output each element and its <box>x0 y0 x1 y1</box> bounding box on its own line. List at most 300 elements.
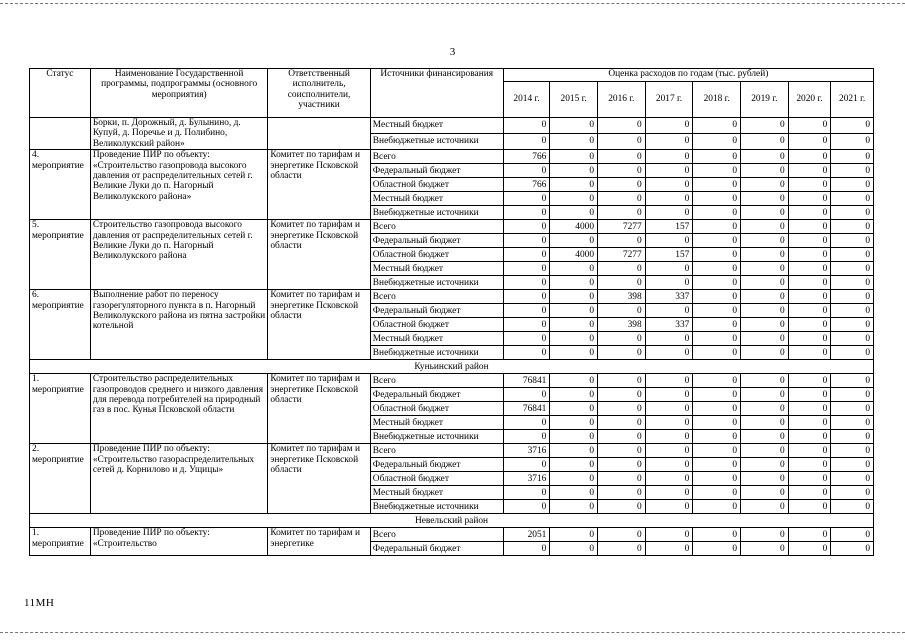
value-cell: 0 <box>645 542 693 556</box>
value-cell: 0 <box>741 416 789 430</box>
value-cell: 0 <box>645 134 693 150</box>
value-cell: 0 <box>741 134 789 150</box>
value-cell: 0 <box>598 402 646 416</box>
value-cell: 0 <box>645 472 693 486</box>
value-cell: 0 <box>741 206 789 220</box>
value-cell: 0 <box>788 332 831 346</box>
value-cell: 0 <box>741 430 789 444</box>
value-cell: 0 <box>693 416 741 430</box>
value-cell: 0 <box>550 416 598 430</box>
page-number: 3 <box>449 46 456 58</box>
table-row <box>30 118 874 134</box>
value-cell: 0 <box>788 164 831 178</box>
value-cell: 0 <box>645 430 693 444</box>
value-cell: 0 <box>550 444 598 458</box>
value-cell: 0 <box>788 444 831 458</box>
value-cell: 0 <box>693 472 741 486</box>
value-cell: 0 <box>693 134 741 150</box>
status-cell: 1. мероприятие <box>30 374 91 444</box>
source-cell: Местный бюджет <box>370 332 503 346</box>
value-cell: 0 <box>550 164 598 178</box>
value-cell: 0 <box>831 276 874 290</box>
value-cell: 766 <box>503 150 550 164</box>
value-cell: 0 <box>693 486 741 500</box>
value-cell: 0 <box>788 542 831 556</box>
value-cell: 0 <box>550 134 598 150</box>
value-cell: 0 <box>598 164 646 178</box>
table-row <box>30 444 874 458</box>
value-cell: 0 <box>741 542 789 556</box>
header-year: 2017 г. <box>645 82 693 118</box>
value-cell: 0 <box>831 118 874 134</box>
table-row <box>30 220 874 234</box>
value-cell: 0 <box>693 374 741 388</box>
value-cell: 0 <box>741 346 789 360</box>
responsible-cell: Комитет по тарифам и энергетике Псковской области <box>268 220 370 290</box>
source-cell: Внебюджетные источники <box>370 134 503 150</box>
source-cell: Областной бюджет <box>370 472 503 486</box>
value-cell: 0 <box>741 374 789 388</box>
value-cell: 0 <box>788 500 831 514</box>
section-title: Невельский район <box>30 514 874 528</box>
value-cell: 0 <box>831 262 874 276</box>
value-cell: 0 <box>831 290 874 304</box>
responsible-cell: Комитет по тарифам и энергетике Псковской области <box>268 150 370 220</box>
value-cell: 0 <box>503 500 550 514</box>
value-cell: 0 <box>550 304 598 318</box>
source-cell: Областной бюджет <box>370 318 503 332</box>
value-cell: 0 <box>645 528 693 542</box>
value-cell: 0 <box>503 304 550 318</box>
header-sources: Источники финансирования <box>370 69 503 118</box>
responsible-cell: Комитет по тарифам и энергетике Псковской области <box>268 374 370 444</box>
value-cell: 0 <box>741 444 789 458</box>
responsible-cell: Комитет по тарифам и энергетике Псковской области <box>268 444 370 514</box>
value-cell: 0 <box>550 486 598 500</box>
value-cell: 4000 <box>550 248 598 262</box>
value-cell: 0 <box>550 374 598 388</box>
value-cell: 0 <box>831 542 874 556</box>
source-cell: Местный бюджет <box>370 192 503 206</box>
header-year: 2020 г. <box>788 82 831 118</box>
value-cell: 0 <box>503 220 550 234</box>
value-cell: 0 <box>741 220 789 234</box>
value-cell: 0 <box>831 346 874 360</box>
value-cell: 0 <box>693 430 741 444</box>
section-row <box>30 514 874 528</box>
value-cell: 0 <box>645 276 693 290</box>
section-title: Куньинский район <box>30 360 874 374</box>
value-cell: 3716 <box>503 472 550 486</box>
value-cell: 0 <box>693 248 741 262</box>
value-cell: 0 <box>598 444 646 458</box>
value-cell: 0 <box>598 346 646 360</box>
status-cell: 4. мероприятие <box>30 150 91 220</box>
value-cell: 0 <box>693 262 741 276</box>
section-row <box>30 360 874 374</box>
value-cell: 0 <box>503 542 550 556</box>
source-cell: Внебюджетные источники <box>370 500 503 514</box>
value-cell: 0 <box>598 472 646 486</box>
value-cell: 337 <box>645 290 693 304</box>
value-cell: 0 <box>741 276 789 290</box>
header-year: 2015 г. <box>550 82 598 118</box>
value-cell: 0 <box>831 234 874 248</box>
value-cell: 0 <box>645 402 693 416</box>
name-cell: Выполнение работ по переносу газорегуляторного пункта в п. Нагорный Великолукского района из пятна застройки котельной <box>90 290 268 360</box>
value-cell: 0 <box>598 262 646 276</box>
value-cell: 0 <box>741 234 789 248</box>
value-cell: 0 <box>598 430 646 444</box>
value-cell: 0 <box>831 500 874 514</box>
value-cell: 0 <box>693 458 741 472</box>
value-cell: 0 <box>550 262 598 276</box>
value-cell: 0 <box>741 472 789 486</box>
status-cell: 6. мероприятие <box>30 290 91 360</box>
value-cell: 0 <box>741 318 789 332</box>
value-cell: 0 <box>693 206 741 220</box>
value-cell: 0 <box>741 332 789 346</box>
name-cell: Проведение ПИР по объекту: «Строительство газораспределительных сетей д. Корнилово и д. Ущицы» <box>90 444 268 514</box>
value-cell: 0 <box>645 416 693 430</box>
value-cell: 0 <box>788 528 831 542</box>
value-cell: 0 <box>693 150 741 164</box>
value-cell: 0 <box>598 276 646 290</box>
value-cell: 0 <box>598 234 646 248</box>
value-cell: 0 <box>598 150 646 164</box>
responsible-cell: Комитет по тарифам и энергетике <box>268 528 370 556</box>
value-cell: 0 <box>788 472 831 486</box>
value-cell: 0 <box>550 118 598 134</box>
source-cell: Местный бюджет <box>370 416 503 430</box>
value-cell: 0 <box>788 318 831 332</box>
header-estimate: Оценка расходов по годам (тыс. рублей) <box>503 69 873 82</box>
value-cell: 0 <box>503 416 550 430</box>
source-cell: Всего <box>370 150 503 164</box>
value-cell: 0 <box>550 332 598 346</box>
status-cell <box>30 118 91 150</box>
table-row <box>30 374 874 388</box>
value-cell: 0 <box>831 332 874 346</box>
value-cell: 0 <box>831 134 874 150</box>
value-cell: 0 <box>598 374 646 388</box>
value-cell: 0 <box>693 528 741 542</box>
value-cell: 0 <box>550 528 598 542</box>
value-cell: 0 <box>831 472 874 486</box>
value-cell: 0 <box>550 150 598 164</box>
value-cell: 0 <box>693 318 741 332</box>
value-cell: 0 <box>598 332 646 346</box>
source-cell: Всего <box>370 220 503 234</box>
value-cell: 0 <box>831 304 874 318</box>
source-cell: Федеральный бюджет <box>370 388 503 402</box>
value-cell: 0 <box>741 118 789 134</box>
value-cell: 0 <box>693 220 741 234</box>
responsible-cell <box>268 118 370 150</box>
value-cell: 0 <box>598 388 646 402</box>
value-cell: 0 <box>741 150 789 164</box>
value-cell: 0 <box>693 192 741 206</box>
name-cell: Строительство газопровода высокого давления от распределительных сетей г. Великие Луки до п. Нагорный Великолукского района <box>90 220 268 290</box>
value-cell: 0 <box>741 164 789 178</box>
value-cell: 0 <box>741 388 789 402</box>
header-responsible: Ответственный исполнитель, соисполнители, участники <box>268 69 370 118</box>
value-cell: 0 <box>693 276 741 290</box>
source-cell: Внебюджетные источники <box>370 346 503 360</box>
value-cell: 2051 <box>503 528 550 542</box>
value-cell: 0 <box>503 346 550 360</box>
value-cell: 766 <box>503 178 550 192</box>
value-cell: 0 <box>645 178 693 192</box>
value-cell: 0 <box>550 192 598 206</box>
value-cell: 0 <box>788 248 831 262</box>
value-cell: 0 <box>788 178 831 192</box>
value-cell: 0 <box>598 178 646 192</box>
source-cell: Внебюджетные источники <box>370 276 503 290</box>
value-cell: 0 <box>831 444 874 458</box>
value-cell: 0 <box>503 134 550 150</box>
value-cell: 0 <box>831 528 874 542</box>
value-cell: 0 <box>788 234 831 248</box>
value-cell: 0 <box>503 332 550 346</box>
value-cell: 0 <box>788 150 831 164</box>
value-cell: 0 <box>788 134 831 150</box>
value-cell: 0 <box>645 234 693 248</box>
source-cell: Всего <box>370 528 503 542</box>
value-cell: 0 <box>788 290 831 304</box>
value-cell: 0 <box>503 318 550 332</box>
name-cell: Строительство распределительных газопроводов среднего и низкого давления для перевода потребителей на природный газ в пос. Кунья Псковской области <box>90 374 268 444</box>
value-cell: 0 <box>598 486 646 500</box>
value-cell: 0 <box>693 444 741 458</box>
value-cell: 0 <box>741 192 789 206</box>
header-status: Статус <box>30 69 91 118</box>
status-cell: 2. мероприятие <box>30 444 91 514</box>
source-cell: Местный бюджет <box>370 262 503 276</box>
value-cell: 0 <box>503 458 550 472</box>
value-cell: 0 <box>831 248 874 262</box>
source-cell: Федеральный бюджет <box>370 234 503 248</box>
value-cell: 0 <box>693 388 741 402</box>
value-cell: 0 <box>693 402 741 416</box>
value-cell: 0 <box>645 458 693 472</box>
value-cell: 0 <box>503 262 550 276</box>
value-cell: 0 <box>645 388 693 402</box>
source-cell: Областной бюджет <box>370 178 503 192</box>
value-cell: 0 <box>503 276 550 290</box>
name-cell: Проведение ПИР по объекту: «Строительство газопровода высокого давления от распределительных сетей г. Великие Луки до п. Нагорный Великолукского района» <box>90 150 268 220</box>
value-cell: 0 <box>503 486 550 500</box>
value-cell: 0 <box>831 178 874 192</box>
header-name: Наименование Государственной программы, подпрограммы (основного мероприятия) <box>90 69 268 118</box>
value-cell: 0 <box>598 416 646 430</box>
value-cell: 0 <box>503 118 550 134</box>
expenses-table <box>29 68 874 556</box>
value-cell: 0 <box>503 192 550 206</box>
value-cell: 0 <box>598 134 646 150</box>
source-cell: Местный бюджет <box>370 118 503 134</box>
value-cell: 0 <box>788 402 831 416</box>
header-year: 2021 г. <box>831 82 874 118</box>
value-cell: 0 <box>550 318 598 332</box>
value-cell: 0 <box>831 388 874 402</box>
value-cell: 0 <box>598 304 646 318</box>
value-cell: 0 <box>831 374 874 388</box>
value-cell: 0 <box>831 416 874 430</box>
value-cell: 0 <box>550 402 598 416</box>
value-cell: 0 <box>598 192 646 206</box>
value-cell: 0 <box>645 206 693 220</box>
value-cell: 398 <box>598 318 646 332</box>
name-cell: Борки, п. Дорожный, д. Булынино, д. Купуй, д. Поречье и д. Полибино, Великолукский район» <box>90 118 268 150</box>
value-cell: 0 <box>550 472 598 486</box>
value-cell: 0 <box>788 118 831 134</box>
value-cell: 0 <box>741 458 789 472</box>
value-cell: 0 <box>741 402 789 416</box>
table-row <box>30 150 874 164</box>
value-cell: 0 <box>645 304 693 318</box>
value-cell: 0 <box>550 290 598 304</box>
value-cell: 0 <box>693 290 741 304</box>
value-cell: 0 <box>831 150 874 164</box>
scan-top-edge <box>0 3 905 4</box>
value-cell: 7277 <box>598 220 646 234</box>
source-cell: Областной бюджет <box>370 248 503 262</box>
source-cell: Всего <box>370 444 503 458</box>
value-cell: 0 <box>741 528 789 542</box>
value-cell: 0 <box>831 402 874 416</box>
value-cell: 0 <box>788 458 831 472</box>
value-cell: 0 <box>788 388 831 402</box>
responsible-cell: Комитет по тарифам и энергетике Псковской области <box>268 290 370 360</box>
value-cell: 0 <box>503 234 550 248</box>
header-year: 2018 г. <box>693 82 741 118</box>
value-cell: 0 <box>693 118 741 134</box>
value-cell: 0 <box>645 500 693 514</box>
value-cell: 0 <box>741 248 789 262</box>
scan-bottom-edge <box>0 632 905 633</box>
value-cell: 0 <box>693 500 741 514</box>
value-cell: 0 <box>788 374 831 388</box>
value-cell: 0 <box>831 192 874 206</box>
value-cell: 0 <box>598 118 646 134</box>
value-cell: 0 <box>550 234 598 248</box>
value-cell: 0 <box>645 374 693 388</box>
value-cell: 3716 <box>503 444 550 458</box>
value-cell: 0 <box>550 500 598 514</box>
value-cell: 0 <box>503 430 550 444</box>
value-cell: 0 <box>788 304 831 318</box>
value-cell: 0 <box>831 220 874 234</box>
value-cell: 0 <box>550 178 598 192</box>
value-cell: 337 <box>645 318 693 332</box>
source-cell: Местный бюджет <box>370 486 503 500</box>
source-cell: Всего <box>370 374 503 388</box>
source-cell: Федеральный бюджет <box>370 304 503 318</box>
value-cell: 0 <box>693 332 741 346</box>
value-cell: 0 <box>645 192 693 206</box>
value-cell: 157 <box>645 248 693 262</box>
value-cell: 0 <box>503 388 550 402</box>
value-cell: 0 <box>831 318 874 332</box>
value-cell: 4000 <box>550 220 598 234</box>
value-cell: 0 <box>741 290 789 304</box>
value-cell: 0 <box>645 444 693 458</box>
source-cell: Внебюджетные источники <box>370 430 503 444</box>
value-cell: 0 <box>741 262 789 276</box>
source-cell: Внебюджетные источники <box>370 206 503 220</box>
header-year: 2019 г. <box>741 82 789 118</box>
value-cell: 0 <box>645 346 693 360</box>
value-cell: 0 <box>693 542 741 556</box>
value-cell: 0 <box>741 304 789 318</box>
value-cell: 0 <box>693 346 741 360</box>
source-cell: Федеральный бюджет <box>370 458 503 472</box>
value-cell: 0 <box>693 178 741 192</box>
header-year: 2016 г. <box>598 82 646 118</box>
value-cell: 0 <box>645 118 693 134</box>
source-cell: Всего <box>370 290 503 304</box>
value-cell: 7277 <box>598 248 646 262</box>
value-cell: 76841 <box>503 374 550 388</box>
value-cell: 0 <box>693 304 741 318</box>
status-cell: 5. мероприятие <box>30 220 91 290</box>
value-cell: 157 <box>645 220 693 234</box>
value-cell: 0 <box>598 206 646 220</box>
value-cell: 0 <box>788 192 831 206</box>
value-cell: 0 <box>645 164 693 178</box>
value-cell: 0 <box>550 276 598 290</box>
value-cell: 0 <box>788 262 831 276</box>
value-cell: 0 <box>831 458 874 472</box>
source-cell: Областной бюджет <box>370 402 503 416</box>
value-cell: 0 <box>598 542 646 556</box>
value-cell: 0 <box>550 388 598 402</box>
value-cell: 0 <box>503 164 550 178</box>
value-cell: 0 <box>598 458 646 472</box>
name-cell: Проведение ПИР по объекту: «Строительство <box>90 528 268 556</box>
value-cell: 0 <box>550 542 598 556</box>
value-cell: 76841 <box>503 402 550 416</box>
value-cell: 0 <box>550 458 598 472</box>
value-cell: 0 <box>831 430 874 444</box>
value-cell: 0 <box>550 346 598 360</box>
value-cell: 0 <box>788 346 831 360</box>
value-cell: 0 <box>788 220 831 234</box>
value-cell: 398 <box>598 290 646 304</box>
status-cell: 1. мероприятие <box>30 528 91 556</box>
table-row <box>30 290 874 304</box>
value-cell: 0 <box>788 416 831 430</box>
value-cell: 0 <box>645 150 693 164</box>
value-cell: 0 <box>788 430 831 444</box>
value-cell: 0 <box>788 486 831 500</box>
footer-code: 11МН <box>24 597 55 609</box>
value-cell: 0 <box>831 164 874 178</box>
source-cell: Федеральный бюджет <box>370 542 503 556</box>
source-cell: Федеральный бюджет <box>370 164 503 178</box>
value-cell: 0 <box>550 430 598 444</box>
header-year: 2014 г. <box>503 82 550 118</box>
value-cell: 0 <box>788 206 831 220</box>
value-cell: 0 <box>831 206 874 220</box>
value-cell: 0 <box>741 178 789 192</box>
value-cell: 0 <box>550 206 598 220</box>
value-cell: 0 <box>741 486 789 500</box>
value-cell: 0 <box>503 206 550 220</box>
value-cell: 0 <box>788 276 831 290</box>
value-cell: 0 <box>645 486 693 500</box>
